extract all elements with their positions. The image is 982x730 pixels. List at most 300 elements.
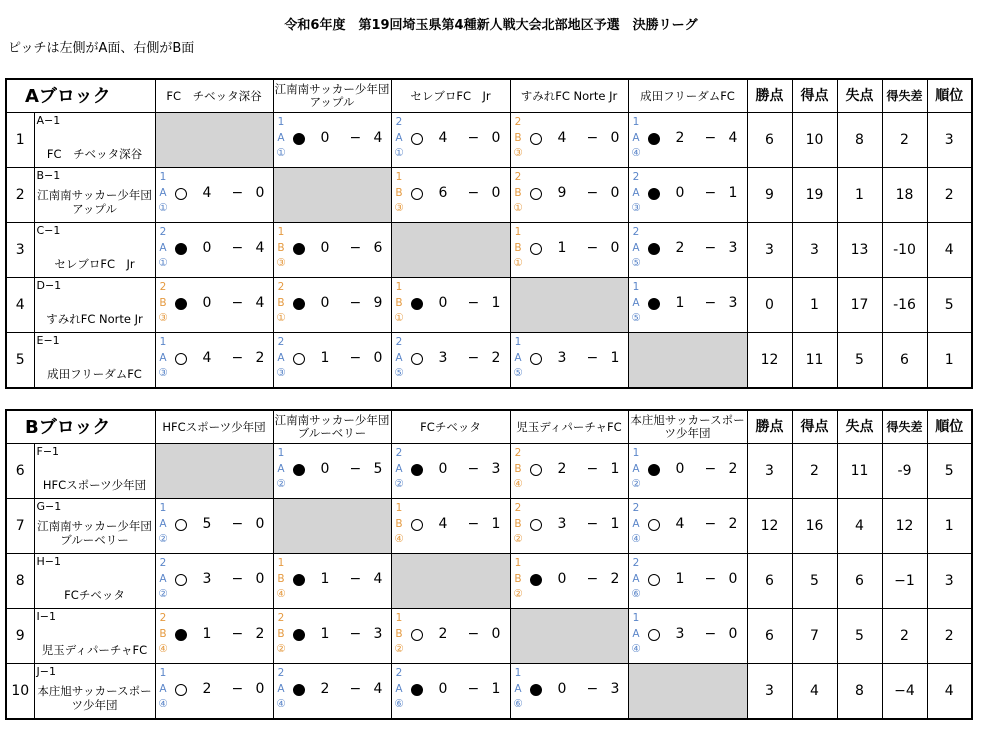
stat-value: 6 — [882, 333, 927, 389]
score-for: 4 — [675, 516, 685, 532]
stat-header: 得失差 — [882, 79, 927, 113]
team-cell — [34, 168, 155, 223]
score-against: 2 — [610, 571, 620, 587]
score-for: 4 — [438, 130, 448, 146]
team-name: FCチベッタ — [64, 588, 125, 602]
match-cell — [273, 223, 391, 278]
table-row — [6, 278, 972, 333]
loss-mark-icon — [530, 684, 542, 696]
match-info — [159, 280, 168, 327]
match-info — [395, 170, 404, 217]
stat-value: 4 — [927, 664, 972, 720]
score-against: 4 — [728, 130, 738, 146]
pitch-side: B — [395, 186, 403, 199]
match-info — [277, 280, 286, 327]
score-against: 1 — [491, 681, 501, 697]
stat-value: −4 — [882, 664, 927, 720]
court-number: ① — [276, 147, 286, 159]
stat-value: 4 — [927, 223, 972, 278]
win-mark-icon — [175, 353, 187, 365]
table-row — [6, 664, 972, 720]
pitch-side: A — [514, 682, 522, 695]
loss-mark-icon — [293, 298, 305, 310]
match-info — [159, 556, 168, 603]
pitch-side: B — [159, 627, 167, 640]
loss-mark-icon — [648, 243, 660, 255]
table-row — [6, 554, 972, 609]
score-for: 3 — [675, 626, 685, 642]
self-match-cell — [628, 333, 747, 389]
self-match-cell — [391, 223, 510, 278]
match-cell — [510, 664, 628, 720]
match-cell — [510, 223, 628, 278]
match-order: 1 — [514, 336, 522, 348]
match-info — [159, 335, 168, 382]
pitch-side: A — [632, 627, 640, 640]
score-against: 1 — [491, 516, 501, 532]
court-number: ② — [631, 478, 641, 490]
match-cell — [391, 499, 510, 554]
row-number: 10 — [6, 664, 34, 720]
team-cell — [34, 223, 155, 278]
match-cell — [273, 444, 391, 499]
match-info — [395, 280, 404, 327]
self-match-cell — [510, 278, 628, 333]
court-number: ② — [276, 478, 286, 490]
score-dash: − — [349, 295, 362, 311]
pitch-side: A — [632, 572, 640, 585]
loss-mark-icon — [411, 298, 423, 310]
court-number: ③ — [158, 367, 168, 379]
score-against: 0 — [255, 681, 265, 697]
pitch-side: B — [395, 296, 403, 309]
table-row — [6, 333, 972, 389]
score-for: 3 — [438, 350, 448, 366]
pitch-side: B — [277, 296, 285, 309]
stat-value: 5 — [837, 609, 882, 664]
match-info — [277, 335, 286, 382]
pitch-side: A — [395, 351, 403, 364]
match-cell — [510, 499, 628, 554]
score-for: 2 — [202, 681, 212, 697]
score-for: 0 — [202, 295, 212, 311]
match-order: 2 — [159, 612, 167, 624]
court-number: ① — [276, 312, 286, 324]
pitch-note: ピッチは左側がA面、右側がB面 — [8, 41, 195, 56]
score-against: 1 — [610, 461, 620, 477]
court-number: ⑤ — [631, 257, 641, 269]
match-order: 1 — [632, 612, 640, 624]
court-number: ② — [513, 588, 523, 600]
match-order: 2 — [632, 226, 640, 238]
team-cell — [34, 444, 155, 499]
score-dash: − — [231, 350, 244, 366]
loss-mark-icon — [293, 574, 305, 586]
team-code: I−1 — [36, 610, 56, 623]
score-dash: − — [586, 461, 599, 477]
opponent-header: HFCスポーツ少年団 — [155, 410, 273, 444]
score-against: 0 — [255, 571, 265, 587]
court-number: ④ — [276, 588, 286, 600]
score-for: 0 — [202, 240, 212, 256]
win-mark-icon — [175, 574, 187, 586]
score-against: 1 — [610, 516, 620, 532]
match-info — [395, 611, 404, 658]
team-code: J−1 — [36, 665, 56, 678]
score-dash: − — [704, 295, 717, 311]
pitch-side: A — [395, 131, 403, 144]
team-code: G−1 — [36, 500, 62, 513]
score-for: 0 — [320, 130, 330, 146]
score-for: 1 — [320, 626, 330, 642]
pitch-side: B — [277, 572, 285, 585]
loss-mark-icon — [530, 574, 542, 586]
match-order: 1 — [632, 447, 640, 459]
stat-value: 6 — [747, 609, 792, 664]
opponent-header: すみれFC Norte Jr — [510, 79, 628, 113]
team-name: FC チベッタ深谷 — [46, 147, 143, 161]
self-match-cell — [391, 554, 510, 609]
pitch-side: A — [632, 131, 640, 144]
court-number: ④ — [631, 643, 641, 655]
win-mark-icon — [648, 574, 660, 586]
team-code: B−1 — [36, 169, 61, 182]
score-against: 1 — [610, 350, 620, 366]
stat-header: 勝点 — [747, 410, 792, 444]
self-match-cell — [273, 168, 391, 223]
opponent-header: 江南南サッカー少年団 アップル — [273, 79, 391, 113]
score-dash: − — [586, 185, 599, 201]
block-header-row — [6, 79, 972, 113]
pitch-side: A — [277, 462, 285, 475]
block-name: Bブロック — [6, 410, 155, 444]
win-mark-icon — [411, 133, 423, 145]
court-number: ③ — [276, 367, 286, 379]
stat-value: 12 — [747, 499, 792, 554]
score-for: 0 — [438, 461, 448, 477]
win-mark-icon — [530, 519, 542, 531]
match-info — [159, 170, 168, 217]
self-match-cell — [628, 664, 747, 720]
win-mark-icon — [411, 519, 423, 531]
score-against: 3 — [610, 681, 620, 697]
opponent-header: セレブロFC Jr — [391, 79, 510, 113]
pitch-side: A — [514, 351, 522, 364]
match-info — [277, 556, 286, 603]
team-code: F−1 — [36, 445, 60, 458]
match-order: 2 — [632, 557, 640, 569]
win-mark-icon — [411, 629, 423, 641]
pitch-side: B — [159, 296, 167, 309]
loss-mark-icon — [175, 243, 187, 255]
match-info — [632, 446, 641, 493]
score-for: 1 — [675, 571, 685, 587]
court-number: ⑤ — [631, 312, 641, 324]
pitch-side: A — [395, 462, 403, 475]
score-for: 9 — [557, 185, 567, 201]
stat-value: 4 — [837, 499, 882, 554]
match-info — [514, 556, 523, 603]
score-dash: − — [349, 461, 362, 477]
loss-mark-icon — [293, 684, 305, 696]
match-info — [514, 501, 523, 548]
pitch-side: B — [514, 186, 522, 199]
pitch-side: B — [514, 241, 522, 254]
match-cell — [510, 554, 628, 609]
match-order: 1 — [395, 171, 403, 183]
court-number: ④ — [158, 698, 168, 710]
stat-value: 3 — [747, 223, 792, 278]
score-against: 0 — [610, 130, 620, 146]
stat-value: 5 — [837, 333, 882, 389]
match-order: 1 — [395, 281, 403, 293]
match-cell — [155, 168, 273, 223]
stat-value: −1 — [882, 554, 927, 609]
loss-mark-icon — [293, 133, 305, 145]
match-order: 2 — [159, 226, 167, 238]
score-dash: − — [467, 626, 480, 642]
match-cell — [510, 444, 628, 499]
self-match-cell — [273, 499, 391, 554]
score-dash: − — [349, 240, 362, 256]
court-number: ① — [394, 312, 404, 324]
win-mark-icon — [411, 188, 423, 200]
pitch-side: A — [277, 682, 285, 695]
match-order: 1 — [277, 557, 285, 569]
opponent-header: 本庄旭サッカースポーツ少年団 — [628, 410, 747, 444]
row-number: 7 — [6, 499, 34, 554]
match-info — [159, 666, 168, 713]
match-order: 2 — [395, 116, 403, 128]
court-number: ② — [394, 643, 404, 655]
loss-mark-icon — [648, 464, 660, 476]
pitch-side: A — [632, 241, 640, 254]
match-cell — [391, 444, 510, 499]
stat-header: 勝点 — [747, 79, 792, 113]
score-dash: − — [349, 626, 362, 642]
match-info — [632, 280, 641, 327]
stat-value: 8 — [837, 113, 882, 168]
table-row — [6, 113, 972, 168]
score-dash: − — [467, 681, 480, 697]
score-against: 0 — [491, 626, 501, 642]
match-order: 2 — [395, 667, 403, 679]
score-against: 4 — [373, 571, 383, 587]
self-match-cell — [155, 444, 273, 499]
score-for: 0 — [320, 295, 330, 311]
team-cell — [34, 609, 155, 664]
match-cell — [155, 333, 273, 389]
score-dash: − — [704, 516, 717, 532]
team-name: 本庄旭サッカースポーツ少年団 — [37, 684, 152, 712]
court-number: ① — [513, 202, 523, 214]
match-order: 2 — [632, 502, 640, 514]
loss-mark-icon — [293, 629, 305, 641]
court-number: ② — [394, 478, 404, 490]
team-name: 江南南サッカー少年団 ブルーベリー — [37, 519, 152, 547]
match-order: 1 — [514, 226, 522, 238]
match-info — [514, 666, 523, 713]
score-against: 6 — [373, 240, 383, 256]
court-number: ④ — [394, 533, 404, 545]
stat-value: 8 — [837, 664, 882, 720]
team-cell — [34, 664, 155, 720]
match-info — [395, 501, 404, 548]
score-dash: − — [349, 130, 362, 146]
score-dash: − — [467, 295, 480, 311]
pitch-side: A — [277, 131, 285, 144]
match-info — [632, 170, 641, 217]
score-for: 2 — [675, 240, 685, 256]
score-for: 0 — [675, 461, 685, 477]
stat-header: 失点 — [837, 410, 882, 444]
stat-header: 順位 — [927, 79, 972, 113]
stat-value: 6 — [747, 113, 792, 168]
score-dash: − — [704, 240, 717, 256]
team-code: H−1 — [36, 555, 61, 568]
court-number: ① — [158, 257, 168, 269]
match-cell — [155, 664, 273, 720]
score-dash: − — [586, 571, 599, 587]
loss-mark-icon — [411, 684, 423, 696]
match-order: 2 — [277, 336, 285, 348]
match-info — [395, 335, 404, 382]
score-against: 4 — [373, 130, 383, 146]
score-against: 0 — [373, 350, 383, 366]
team-cell — [34, 499, 155, 554]
score-against: 0 — [728, 626, 738, 642]
stat-value: 3 — [792, 223, 837, 278]
match-cell — [628, 444, 747, 499]
pitch-side: A — [632, 186, 640, 199]
team-name: すみれFC Norte Jr — [46, 312, 143, 326]
score-dash: − — [231, 571, 244, 587]
score-for: 1 — [557, 240, 567, 256]
pitch-side: B — [514, 517, 522, 530]
win-mark-icon — [175, 188, 187, 200]
score-dash: − — [231, 626, 244, 642]
match-cell — [391, 113, 510, 168]
score-dash: − — [704, 130, 717, 146]
stat-value: 1 — [927, 499, 972, 554]
match-info — [395, 446, 404, 493]
score-dash: − — [586, 240, 599, 256]
stat-value: 2 — [927, 168, 972, 223]
row-number: 8 — [6, 554, 34, 609]
score-against: 0 — [491, 130, 501, 146]
score-against: 1 — [491, 295, 501, 311]
opponent-header: 児玉ディパーチャFC — [510, 410, 628, 444]
match-order: 1 — [277, 116, 285, 128]
pitch-side: A — [159, 186, 167, 199]
team-cell — [34, 113, 155, 168]
win-mark-icon — [530, 464, 542, 476]
match-info — [395, 666, 404, 713]
match-info — [277, 115, 286, 162]
match-info — [277, 666, 286, 713]
score-for: 0 — [320, 240, 330, 256]
score-dash: − — [467, 516, 480, 532]
match-info — [514, 335, 523, 382]
match-order: 1 — [159, 502, 167, 514]
stat-value: 3 — [927, 554, 972, 609]
win-mark-icon — [411, 353, 423, 365]
pitch-side: B — [514, 572, 522, 585]
score-dash: − — [231, 185, 244, 201]
stat-value: 4 — [792, 664, 837, 720]
match-cell — [155, 278, 273, 333]
loss-mark-icon — [293, 243, 305, 255]
score-dash: − — [349, 350, 362, 366]
win-mark-icon — [648, 629, 660, 641]
score-for: 3 — [557, 516, 567, 532]
pitch-side: A — [277, 351, 285, 364]
stat-value: 1 — [792, 278, 837, 333]
match-order: 1 — [277, 226, 285, 238]
match-info — [514, 446, 523, 493]
score-for: 0 — [557, 681, 567, 697]
score-against: 3 — [728, 240, 738, 256]
stat-header: 得失差 — [882, 410, 927, 444]
score-dash: − — [231, 681, 244, 697]
team-name: セレブロFC Jr — [54, 257, 135, 271]
match-info — [514, 115, 523, 162]
stat-value: 13 — [837, 223, 882, 278]
stat-value: 2 — [882, 609, 927, 664]
score-against: 0 — [610, 185, 620, 201]
win-mark-icon — [530, 353, 542, 365]
match-order: 2 — [514, 171, 522, 183]
court-number: ④ — [276, 698, 286, 710]
win-mark-icon — [175, 684, 187, 696]
block-name: Aブロック — [6, 79, 155, 113]
court-number: ⑥ — [394, 698, 404, 710]
stat-value: 18 — [882, 168, 927, 223]
score-for: 3 — [202, 571, 212, 587]
score-dash: − — [586, 350, 599, 366]
court-number: ② — [513, 533, 523, 545]
stat-value: 12 — [882, 499, 927, 554]
match-cell — [155, 609, 273, 664]
court-number: ④ — [631, 533, 641, 545]
team-cell — [34, 278, 155, 333]
score-against: 4 — [255, 295, 265, 311]
score-for: 2 — [320, 681, 330, 697]
court-number: ⑥ — [513, 698, 523, 710]
match-info — [159, 501, 168, 548]
stat-value: 5 — [927, 278, 972, 333]
score-for: 2 — [438, 626, 448, 642]
score-dash: − — [349, 681, 362, 697]
match-order: 2 — [514, 447, 522, 459]
match-cell — [273, 609, 391, 664]
score-dash: − — [467, 130, 480, 146]
loss-mark-icon — [648, 133, 660, 145]
win-mark-icon — [175, 519, 187, 531]
stat-value: 11 — [792, 333, 837, 389]
match-cell — [391, 664, 510, 720]
match-cell — [273, 113, 391, 168]
score-for: 0 — [557, 571, 567, 587]
team-cell — [34, 333, 155, 389]
score-against: 9 — [373, 295, 383, 311]
match-order: 2 — [514, 116, 522, 128]
match-info — [277, 611, 286, 658]
score-against: 0 — [728, 571, 738, 587]
pitch-side: B — [277, 241, 285, 254]
match-cell — [628, 554, 747, 609]
match-cell — [391, 278, 510, 333]
